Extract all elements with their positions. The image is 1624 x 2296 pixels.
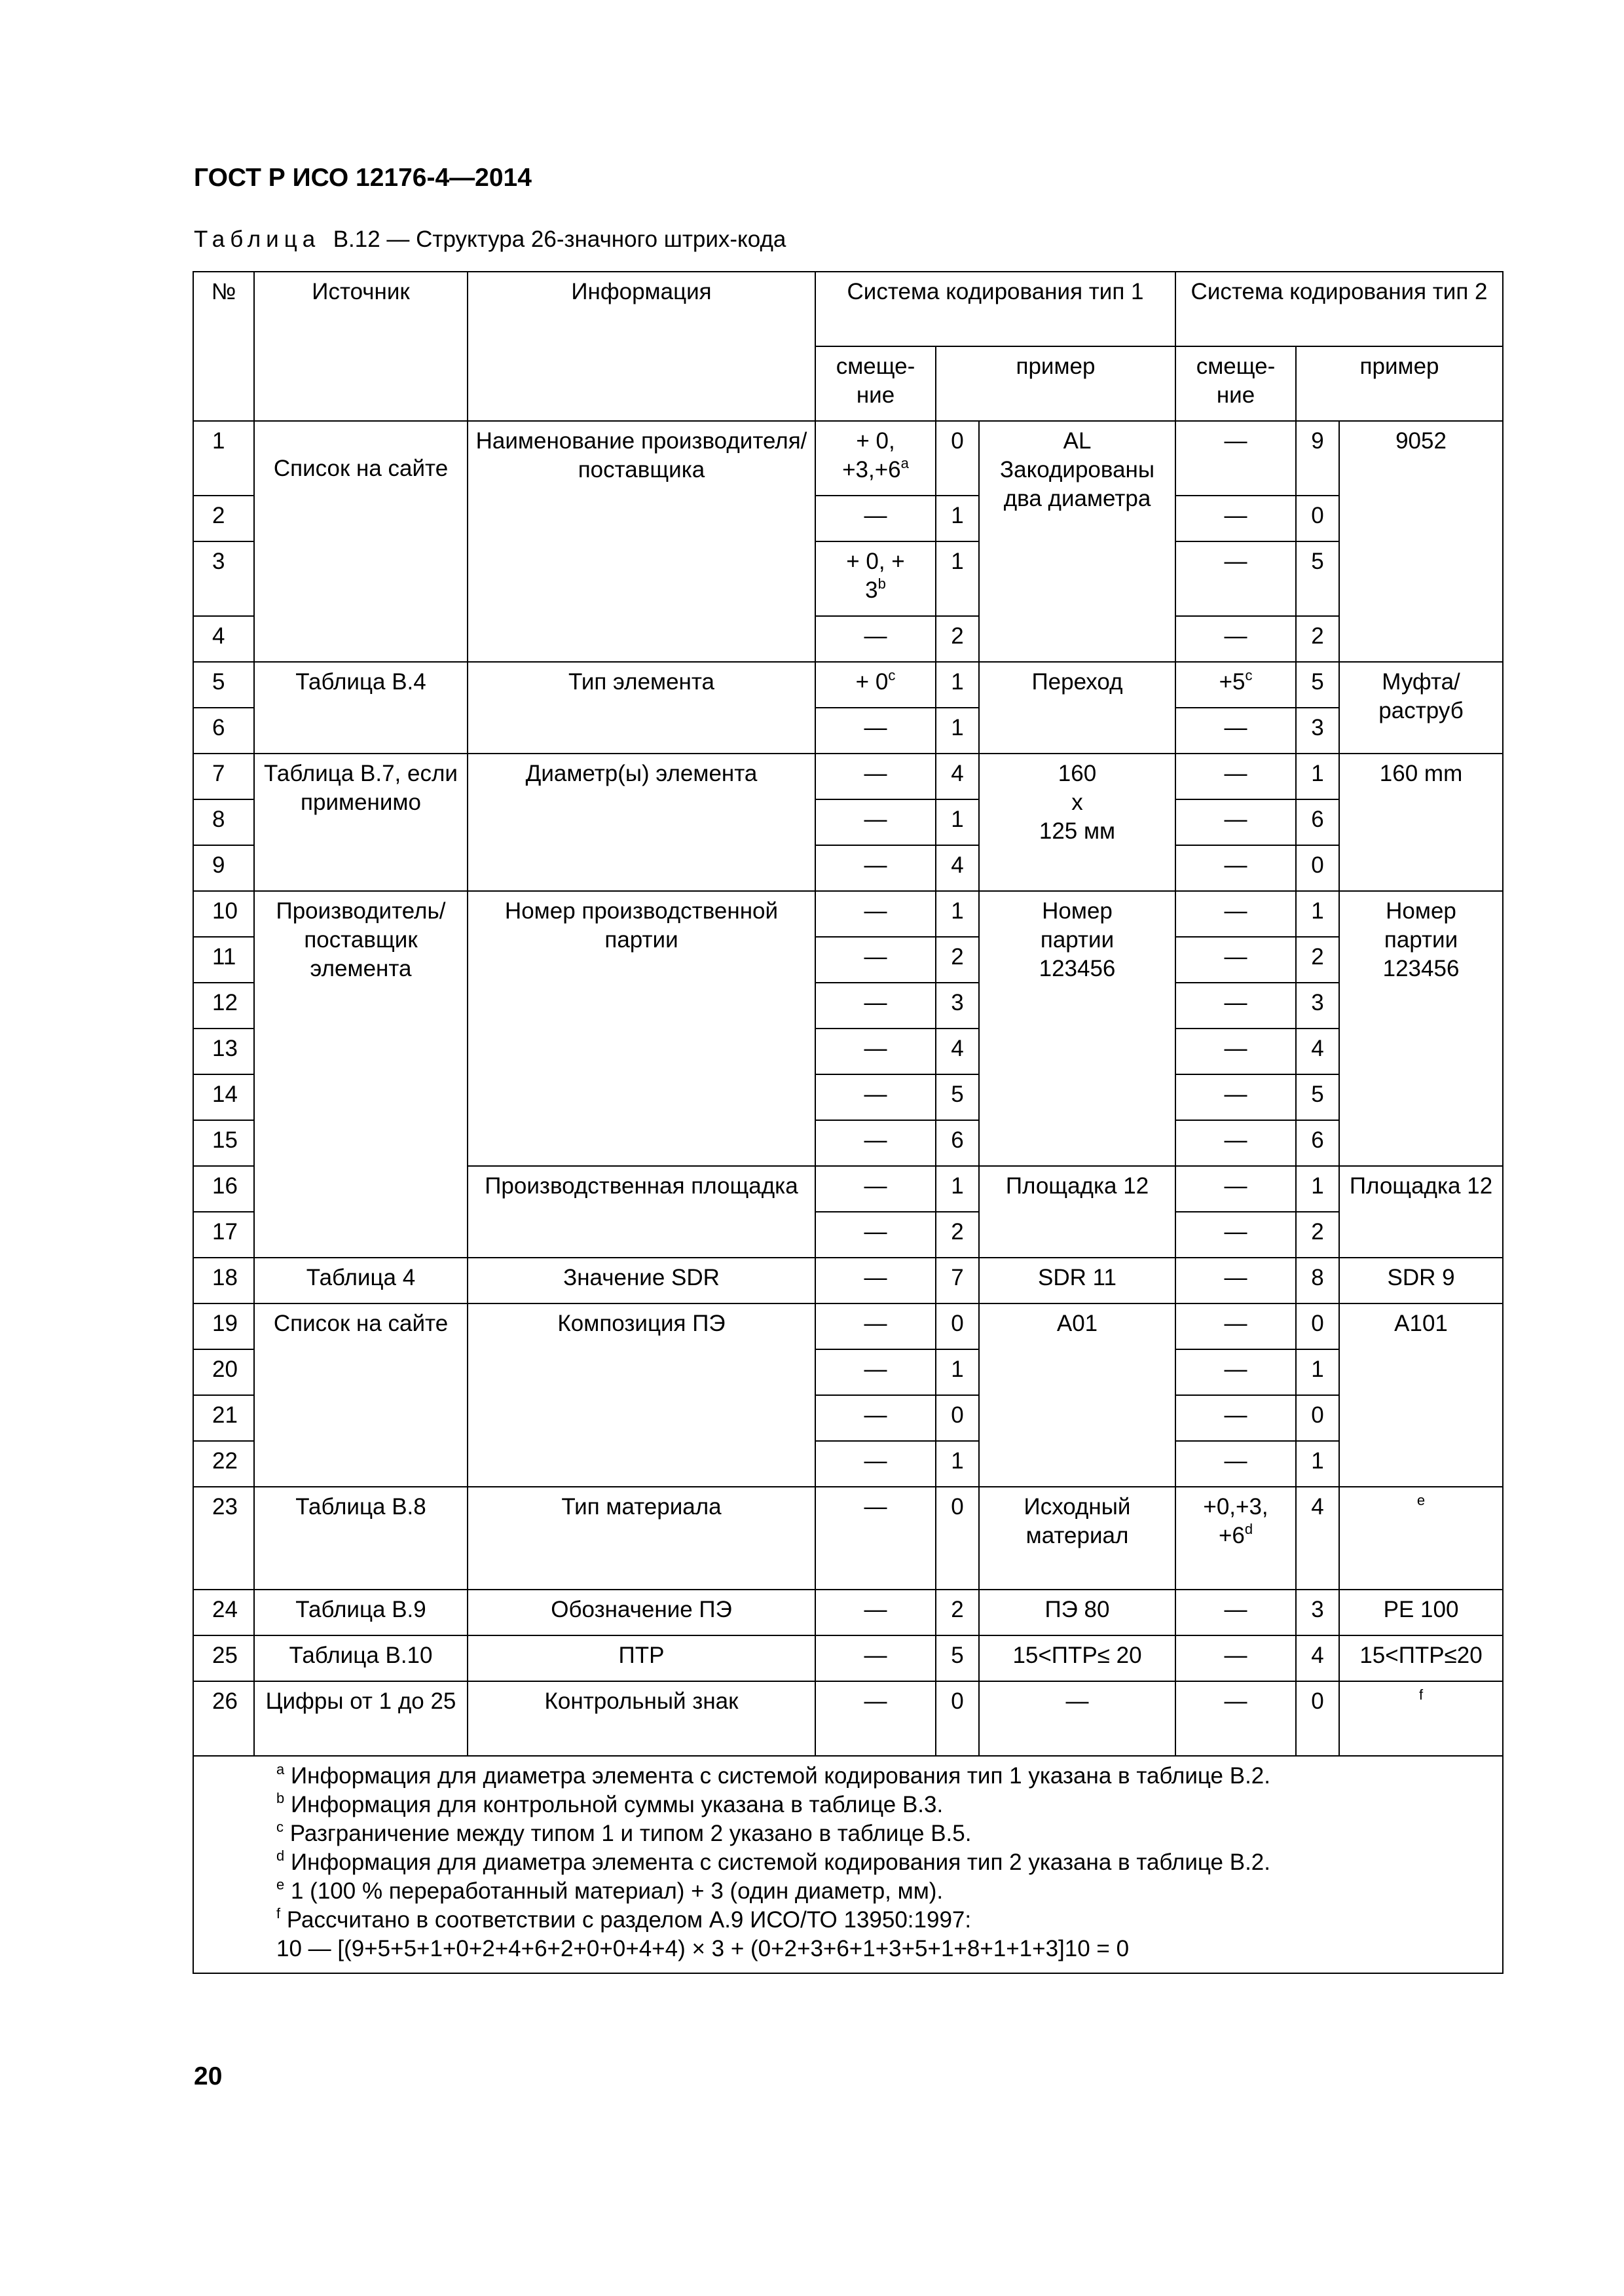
offset-cell: —: [1175, 1212, 1296, 1258]
col-header-offset-2: смеще-ние: [1175, 346, 1296, 421]
source-cell: Таблица В.9: [254, 1590, 468, 1635]
digit-cell: 1: [1296, 754, 1339, 799]
digit-cell: 4: [936, 754, 979, 799]
example-cell: Площадка 12: [1339, 1166, 1503, 1258]
col-header-info: Информация: [468, 272, 815, 421]
example-cell: [979, 891, 1175, 1166]
digit-cell: 4: [1296, 1029, 1339, 1074]
digit-cell: 6: [1296, 799, 1339, 845]
offset-text: 3: [865, 577, 878, 603]
row-number: 9: [193, 845, 254, 891]
table-row: [193, 1635, 1503, 1681]
digit-cell: 1: [936, 496, 979, 541]
offset-cell: [815, 662, 936, 708]
digit-cell: 2: [936, 1590, 979, 1635]
footnote-text: Информация для диаметра элемента с системой кодирования тип 2 указана в таблице В.2.: [290, 1850, 1270, 1875]
footnote-e: [276, 1877, 1496, 1906]
row-number: 16: [193, 1166, 254, 1212]
offset-cell: —: [1175, 1303, 1296, 1349]
row-number: 11: [193, 937, 254, 983]
row-number: 17: [193, 1212, 254, 1258]
footnote-mark: e: [276, 1876, 285, 1893]
col-header-source: Источник: [254, 272, 468, 421]
footnote-f: [276, 1906, 1496, 1935]
digit-cell: 4: [1296, 1487, 1339, 1590]
digit-cell: 0: [1296, 1681, 1339, 1756]
footnote-mark: c: [276, 1819, 284, 1835]
offset-cell: —: [1175, 541, 1296, 616]
offset-cell: —: [1175, 1635, 1296, 1681]
row-number: 5: [193, 662, 254, 708]
footnote-b: [276, 1791, 1496, 1819]
offset-cell: —: [1175, 421, 1296, 496]
row-number: 2: [193, 496, 254, 541]
footnote-text: Разграничение между типом 1 и типом 2 указано в таблице В.5.: [289, 1821, 972, 1846]
digit-cell: 1: [936, 799, 979, 845]
example-text: партии: [1040, 927, 1115, 953]
offset-cell: —: [815, 1166, 936, 1212]
source-cell: Таблица В.4: [254, 662, 468, 754]
footnote-text: 1 (100 % переработанный материал) + 3 (один диаметр, мм).: [290, 1878, 944, 1904]
col-header-example-1: пример: [936, 346, 1175, 421]
footnote-mark: d: [276, 1848, 285, 1864]
source-cell: Цифры от 1 до 25: [254, 1681, 468, 1756]
offset-cell: —: [1175, 1258, 1296, 1303]
table-row: [193, 1681, 1503, 1756]
footnote-mark: e: [1416, 1492, 1426, 1508]
document-header: ГОСТ Р ИСО 12176-4—2014: [194, 164, 532, 192]
row-number: 25: [193, 1635, 254, 1681]
digit-cell: 2: [1296, 616, 1339, 662]
row-number: 26: [193, 1681, 254, 1756]
offset-cell: —: [815, 754, 936, 799]
footnote-mark: b: [276, 1790, 285, 1806]
table-row: [193, 891, 1503, 937]
digit-cell: 5: [1296, 541, 1339, 616]
table-row: [193, 1590, 1503, 1635]
digit-cell: 3: [1296, 983, 1339, 1029]
info-cell: Обозначение ПЭ: [468, 1590, 815, 1635]
offset-cell: —: [815, 616, 936, 662]
offset-text: + 0,: [856, 428, 895, 454]
digit-cell: 1: [936, 662, 979, 708]
header-row: [193, 272, 1503, 346]
offset-cell: —: [815, 937, 936, 983]
source-cell: Список на сайте: [254, 421, 468, 662]
example-cell: SDR 9: [1339, 1258, 1503, 1303]
digit-cell: 1: [1296, 1166, 1339, 1212]
footnote-mark: d: [1244, 1521, 1253, 1537]
footnote-mark: b: [877, 575, 886, 592]
offset-cell: [815, 421, 936, 496]
offset-cell: —: [815, 1212, 936, 1258]
example-cell: —: [979, 1681, 1175, 1756]
digit-cell: 0: [936, 1303, 979, 1349]
digit-cell: 1: [936, 708, 979, 754]
row-number: 15: [193, 1120, 254, 1166]
info-cell: Тип материала: [468, 1487, 815, 1590]
row-number: 21: [193, 1395, 254, 1441]
offset-cell: —: [1175, 1441, 1296, 1487]
row-number: 12: [193, 983, 254, 1029]
example-text: Номер: [1386, 898, 1456, 924]
row-number: 22: [193, 1441, 254, 1487]
example-text: 160: [1058, 761, 1097, 786]
footnote-mark: f: [276, 1905, 281, 1922]
table-row: [193, 1258, 1503, 1303]
row-number: 13: [193, 1029, 254, 1074]
footnote-c: [276, 1819, 1496, 1848]
table-row: [193, 662, 1503, 708]
info-cell: Контрольный знак: [468, 1681, 815, 1756]
offset-cell: —: [1175, 937, 1296, 983]
footnote-mark: c: [1245, 667, 1253, 683]
offset-cell: —: [1175, 799, 1296, 845]
digit-cell: 6: [936, 1120, 979, 1166]
row-number: 6: [193, 708, 254, 754]
col-header-system2: Система кодирования тип 2: [1175, 272, 1503, 346]
offset-cell: —: [1175, 1395, 1296, 1441]
offset-cell: [1175, 1487, 1296, 1590]
offset-cell: —: [1175, 891, 1296, 937]
offset-cell: —: [1175, 983, 1296, 1029]
source-cell: Таблица В.10: [254, 1635, 468, 1681]
offset-cell: —: [815, 1258, 936, 1303]
offset-cell: —: [1175, 1029, 1296, 1074]
example-cell: [1339, 1681, 1503, 1756]
col-header-example-2: пример: [1296, 346, 1503, 421]
col-header-num: №: [193, 272, 254, 421]
row-number: 24: [193, 1590, 254, 1635]
digit-cell: 0: [1296, 496, 1339, 541]
digit-cell: 5: [936, 1635, 979, 1681]
offset-cell: —: [1175, 616, 1296, 662]
row-number: 23: [193, 1487, 254, 1590]
caption-text: В.12 — Структура 26-значного штрих-кода: [333, 227, 786, 252]
digit-cell: 1: [936, 891, 979, 937]
example-cell: ПЭ 80: [979, 1590, 1175, 1635]
example-cell: Муфта/ раструб: [1339, 662, 1503, 754]
offset-cell: —: [815, 1303, 936, 1349]
example-cell: PE 100: [1339, 1590, 1503, 1635]
example-text: AL: [1063, 428, 1092, 454]
digit-cell: 0: [936, 1681, 979, 1756]
example-text: Номер: [1042, 898, 1113, 924]
digit-cell: 1: [1296, 891, 1339, 937]
offset-cell: —: [815, 1074, 936, 1120]
example-cell: [979, 754, 1175, 891]
offset-cell: —: [815, 1487, 936, 1590]
example-cell: 15<ПТР≤20: [1339, 1635, 1503, 1681]
row-number: 1: [193, 421, 254, 496]
offset-cell: —: [815, 845, 936, 891]
offset-text: + 0, +: [846, 549, 905, 574]
offset-text: +5: [1219, 669, 1246, 695]
example-cell: 9052: [1339, 421, 1503, 662]
example-cell: 15<ПТР≤ 20: [979, 1635, 1175, 1681]
digit-cell: 9: [1296, 421, 1339, 496]
table-row: [193, 421, 1503, 496]
digit-cell: 7: [936, 1258, 979, 1303]
row-number: 8: [193, 799, 254, 845]
source-cell: Таблица 4: [254, 1258, 468, 1303]
digit-cell: 0: [936, 1487, 979, 1590]
info-cell: Производственная площадка: [468, 1166, 815, 1258]
digit-cell: 1: [936, 541, 979, 616]
offset-cell: —: [815, 799, 936, 845]
table-row: [193, 1303, 1503, 1349]
table-row: [193, 1487, 1503, 1590]
footnote-f-formula: 10 — [(9+5+5+1+0+2+4+6+2+0+0+4+4) × 3 + (0+2+3+6+1+3+5+1+8+1+1+3]10 = 0: [276, 1936, 1130, 1961]
offset-cell: —: [1175, 1590, 1296, 1635]
offset-cell: —: [1175, 1166, 1296, 1212]
source-cell: Список на сайте: [254, 1303, 468, 1487]
offset-cell: [1175, 662, 1296, 708]
example-text: партии: [1384, 927, 1458, 953]
offset-cell: —: [1175, 1349, 1296, 1395]
offset-text: + 0: [855, 669, 889, 695]
footnote-d: [276, 1848, 1496, 1877]
digit-cell: 1: [936, 1441, 979, 1487]
table-row: [193, 754, 1503, 799]
offset-cell: [815, 541, 936, 616]
barcode-structure-table: [193, 271, 1504, 1974]
offset-cell: —: [1175, 754, 1296, 799]
example-cell: SDR 11: [979, 1258, 1175, 1303]
digit-cell: 1: [936, 1349, 979, 1395]
row-number: 4: [193, 616, 254, 662]
offset-cell: —: [815, 1029, 936, 1074]
offset-text: +3,+6: [842, 457, 901, 483]
info-cell: ПТР: [468, 1635, 815, 1681]
offset-cell: —: [1175, 845, 1296, 891]
info-cell: Диаметр(ы) элемента: [468, 754, 815, 891]
digit-cell: 2: [936, 616, 979, 662]
table-caption: [194, 227, 786, 253]
offset-cell: —: [815, 708, 936, 754]
digit-cell: 6: [1296, 1120, 1339, 1166]
info-cell: Номер производственной партии: [468, 891, 815, 1166]
source-cell: Таблица В.8: [254, 1487, 468, 1590]
digit-cell: 3: [936, 983, 979, 1029]
row-number: 10: [193, 891, 254, 937]
example-cell: [1339, 891, 1503, 1166]
info-cell: Композиция ПЭ: [468, 1303, 815, 1487]
footnote-mark: f: [1418, 1686, 1424, 1703]
caption-label: Таблица: [194, 227, 321, 252]
page-number: 20: [194, 2062, 223, 2090]
source-cell: Таблица В.7, если применимо: [254, 754, 468, 891]
digit-cell: 2: [936, 937, 979, 983]
digit-cell: 3: [1296, 708, 1339, 754]
footnote-text: Рассчитано в соответствии с разделом А.9 ИСО/ТО 13950:1997:: [286, 1907, 972, 1933]
footnote-text: Информация для диаметра элемента с системой кодирования тип 1 указана в таблице В.2.: [290, 1763, 1270, 1789]
offset-text: +0,+3,: [1203, 1494, 1268, 1520]
digit-cell: 0: [936, 421, 979, 496]
offset-cell: —: [1175, 1120, 1296, 1166]
info-cell: Наименование производителя/поставщика: [468, 421, 815, 662]
footnote-mark: a: [900, 455, 909, 471]
offset-cell: —: [815, 496, 936, 541]
example-text: 123456: [1039, 956, 1116, 981]
digit-cell: 1: [936, 1166, 979, 1212]
footnote-mark: a: [276, 1761, 285, 1777]
example-text: 125 мм: [1039, 818, 1116, 844]
digit-cell: 1: [1296, 1349, 1339, 1395]
offset-cell: —: [815, 1590, 936, 1635]
source-cell: Производитель/ поставщик элемента: [254, 891, 468, 1258]
example-cell: Переход: [979, 662, 1175, 754]
row-number: 14: [193, 1074, 254, 1120]
digit-cell: 2: [1296, 937, 1339, 983]
row-number: 18: [193, 1258, 254, 1303]
example-cell: Площадка 12: [979, 1166, 1175, 1258]
offset-cell: —: [815, 891, 936, 937]
digit-cell: 4: [1296, 1635, 1339, 1681]
row-number: 7: [193, 754, 254, 799]
digit-cell: 5: [1296, 1074, 1339, 1120]
digit-cell: 0: [936, 1395, 979, 1441]
digit-cell: 3: [1296, 1590, 1339, 1635]
offset-cell: —: [815, 1635, 936, 1681]
digit-cell: 1: [1296, 1441, 1339, 1487]
digit-cell: 5: [1296, 662, 1339, 708]
digit-cell: 0: [1296, 845, 1339, 891]
example-text: 123456: [1382, 956, 1460, 981]
digit-cell: 4: [936, 1029, 979, 1074]
info-cell: Тип элемента: [468, 662, 815, 754]
offset-text: +6: [1218, 1523, 1245, 1548]
example-cell: [979, 421, 1175, 662]
digit-cell: 0: [1296, 1303, 1339, 1349]
col-header-offset-1: смеще-ние: [815, 346, 936, 421]
example-cell: A01: [979, 1303, 1175, 1487]
row-number: 19: [193, 1303, 254, 1349]
example-text: Закодированы два диаметра: [999, 457, 1155, 511]
footnotes-row: [193, 1756, 1503, 1973]
footnote-a: [276, 1762, 1496, 1791]
digit-cell: 5: [936, 1074, 979, 1120]
offset-cell: —: [815, 1120, 936, 1166]
digit-cell: 2: [1296, 1212, 1339, 1258]
footnote-text: Информация для контрольной суммы указана в таблице В.3.: [290, 1792, 944, 1817]
example-cell: Исходный материал: [979, 1487, 1175, 1590]
example-cell: [1339, 1487, 1503, 1590]
example-text: x: [1071, 790, 1083, 815]
info-cell: Значение SDR: [468, 1258, 815, 1303]
footnotes-cell: [193, 1756, 1503, 1973]
offset-cell: —: [815, 983, 936, 1029]
digit-cell: 8: [1296, 1258, 1339, 1303]
offset-cell: —: [815, 1395, 936, 1441]
offset-cell: —: [815, 1349, 936, 1395]
row-number: 20: [193, 1349, 254, 1395]
col-header-system1: Система кодирования тип 1: [815, 272, 1175, 346]
footnote-mark: c: [888, 667, 896, 683]
digit-cell: 4: [936, 845, 979, 891]
example-cell: 160 mm: [1339, 754, 1503, 891]
offset-cell: —: [815, 1681, 936, 1756]
offset-cell: —: [1175, 708, 1296, 754]
offset-cell: —: [1175, 496, 1296, 541]
example-cell: A101: [1339, 1303, 1503, 1487]
offset-cell: —: [1175, 1074, 1296, 1120]
row-number: 3: [193, 541, 254, 616]
offset-cell: —: [815, 1441, 936, 1487]
offset-cell: —: [1175, 1681, 1296, 1756]
digit-cell: 0: [1296, 1395, 1339, 1441]
digit-cell: 2: [936, 1212, 979, 1258]
